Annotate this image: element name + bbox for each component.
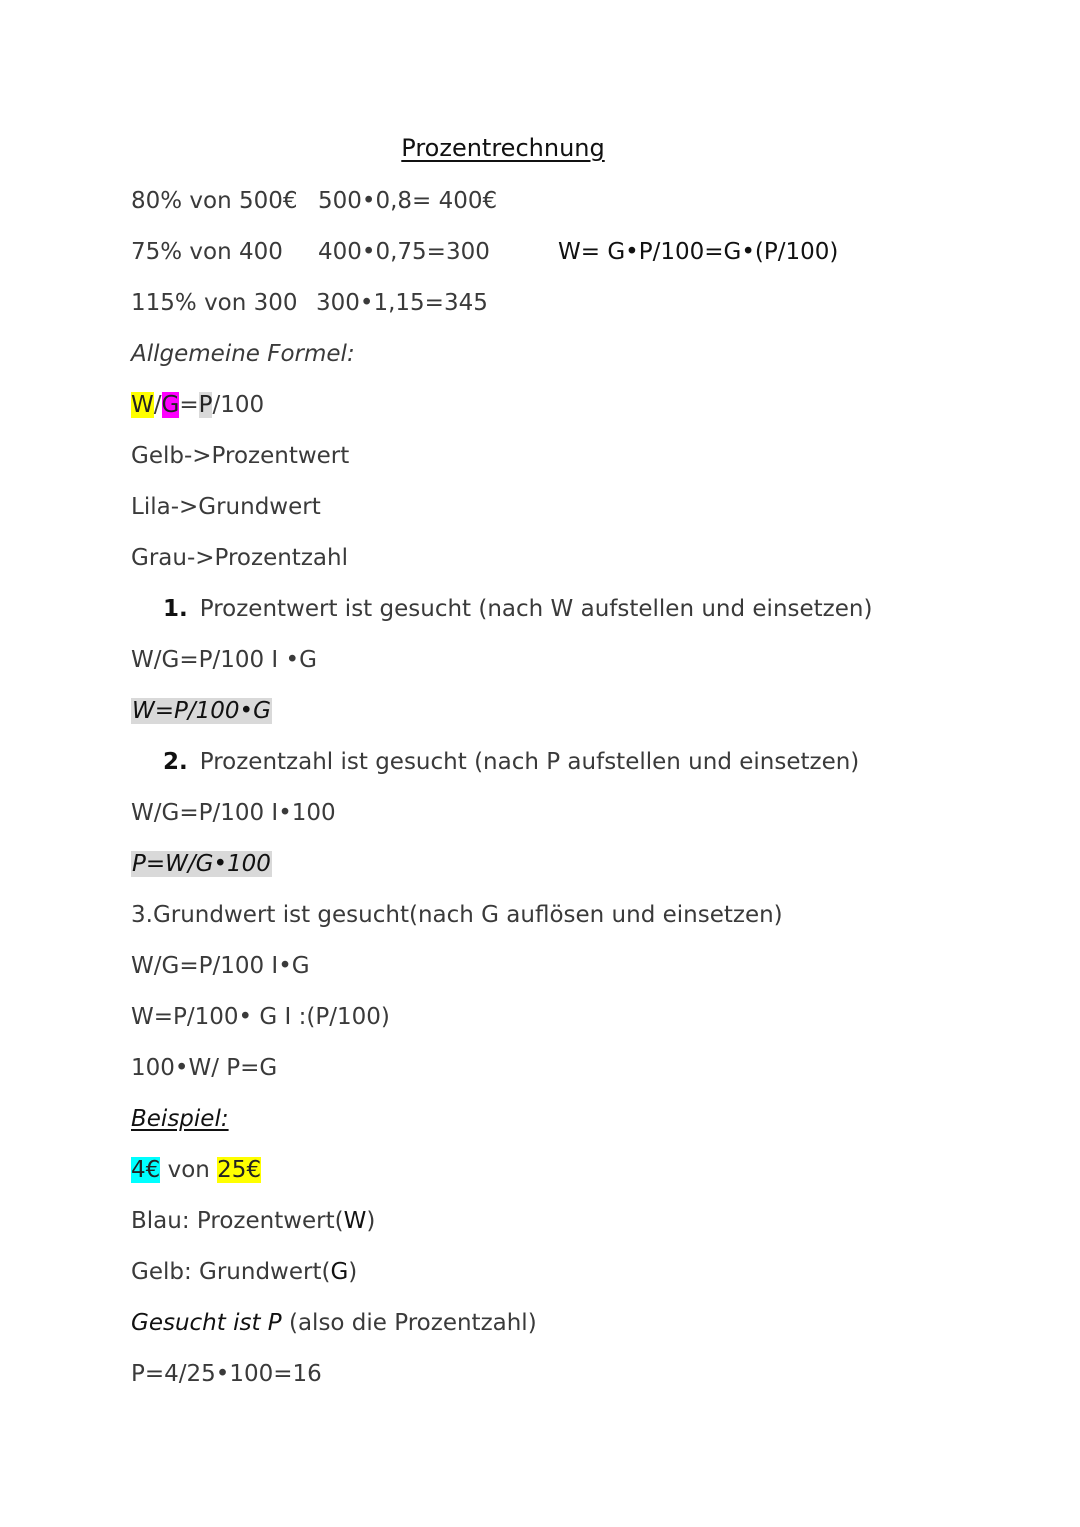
case-2-result [131,849,272,879]
example-yellow-legend [131,1257,357,1287]
example-yellow-close: ) [348,1259,358,1285]
legend-yellow: Gelb->Prozentwert [131,443,350,469]
example-yellow-label: Gelb: Grundwert( [131,1259,331,1285]
example-sought-emphasis: Gesucht ist P [131,1310,282,1336]
example-von: von [160,1157,218,1183]
formula-g-highlight: G [161,392,180,418]
case-1-result-box: W=P/100•G [132,698,271,724]
case-3-step-3: 100•W/ P=G [131,1055,278,1081]
case-1-number: 1. [163,596,188,622]
legend-purple: Lila->Grundwert [131,494,321,520]
case-1-step: W/G=P/100 I •G [131,647,317,673]
example-row-3-left: 115% von 300 [131,290,298,316]
example-row-3-right: 300•1,15=345 [316,290,488,316]
case-2-result-box: P=W/G•100 [132,851,271,877]
example-sought [131,1308,537,1338]
formula-p-highlight: P [198,392,213,418]
example-blue-legend [131,1206,375,1236]
formula-slash: / [153,392,162,418]
case-2-step: W/G=P/100 I•100 [131,800,336,826]
case-2-heading [163,747,859,777]
example-calculation: P=4/25•100=16 [131,1361,322,1387]
example-blue-symbol: W [343,1208,367,1234]
page-title: Prozentrechnung [401,134,605,162]
formula-eq: = [179,392,199,418]
formula-w-highlight: W [131,392,154,418]
example-label: Beispiel: [131,1106,229,1132]
case-1-text: Prozentwert ist gesucht (nach W aufstellen und einsetzen) [199,596,873,622]
example-row-1-left: 80% von 500€ [131,188,298,214]
case-3-step-1: W/G=P/100 I•G [131,953,310,979]
side-formula: W= G•P/100=G•(P/100) [558,239,839,265]
example-heading [131,1104,229,1134]
case-2-number: 2. [163,749,188,775]
example-g-highlight: 25€ [217,1157,262,1183]
case-3-heading: 3.Grundwert ist gesucht(nach G auflösen und einsetzen) [131,902,783,928]
example-row-2-right: 400•0,75=300 [318,239,490,265]
example-blue-close: ) [366,1208,376,1234]
example-statement [131,1155,261,1185]
case-1-heading [163,594,872,624]
formula-rest: /100 [212,392,265,418]
example-sought-rest: (also die Prozentzahl) [281,1310,537,1336]
general-formula [131,390,264,420]
case-1-result [131,696,272,726]
example-row-2-left: 75% von 400 [131,239,283,265]
general-formula-label: Allgemeine Formel: [131,341,355,367]
legend-grey: Grau->Prozentzahl [131,545,348,571]
case-2-text: Prozentzahl ist gesucht (nach P aufstellen und einsetzen) [199,749,860,775]
example-row-1-right: 500•0,8= 400€ [318,188,498,214]
example-yellow-symbol: G [330,1259,349,1285]
example-blue-label: Blau: Prozentwert( [131,1208,344,1234]
example-w-highlight: 4€ [131,1157,161,1183]
case-3-step-2: W=P/100• G I :(P/100) [131,1004,390,1030]
